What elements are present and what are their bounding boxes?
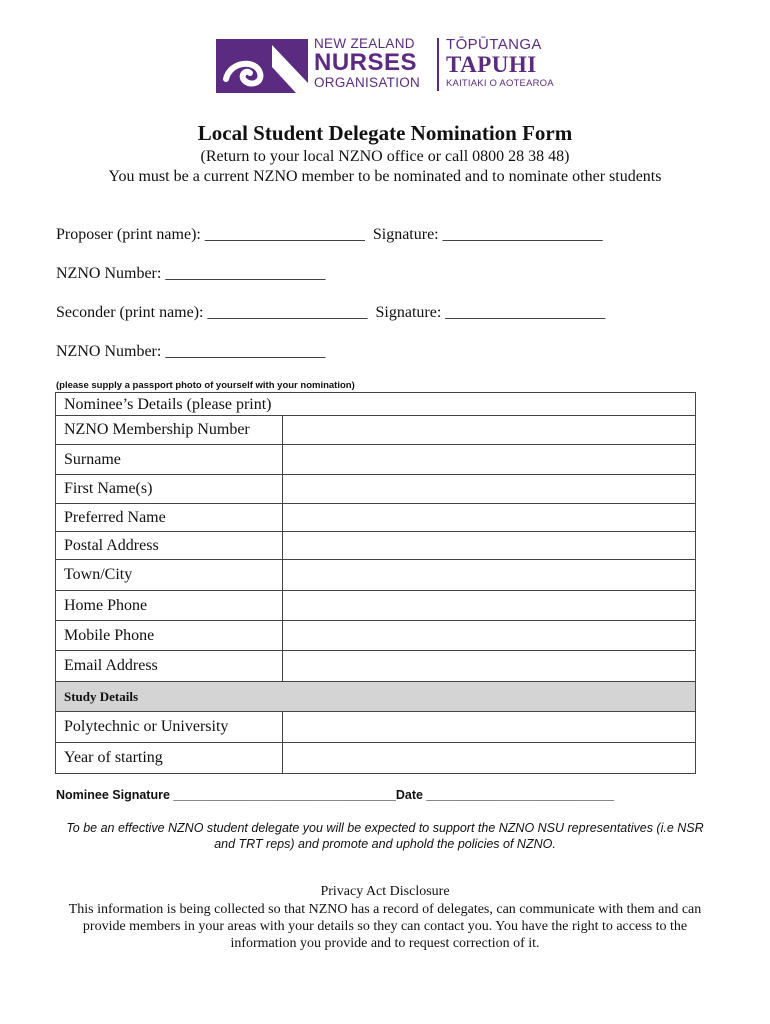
row-label: First Name(s) <box>56 475 283 504</box>
row-label: Preferred Name <box>56 504 283 532</box>
row-label: Home Phone <box>56 591 283 621</box>
row-label: Year of starting <box>56 743 283 774</box>
logo-divider <box>437 38 439 91</box>
mobile-phone-input[interactable] <box>283 621 696 651</box>
proposer-nzno-number-field[interactable]: NZNO Number: ____________________ <box>56 265 326 282</box>
postal-address-input[interactable] <box>283 532 696 560</box>
table-row <box>56 651 696 682</box>
delegate-expectation-note: To be an effective NZNO student delegate you will be expected to support the NZNO NSU representatives (i.e NSR and TRT reps) and promote and uphold the policies of NZNO. <box>66 821 704 851</box>
email-address-input[interactable] <box>283 651 696 682</box>
table-row <box>56 591 696 621</box>
home-phone-input[interactable] <box>283 591 696 621</box>
first-names-input[interactable] <box>283 475 696 504</box>
nzno-koru-logo-icon <box>216 39 308 93</box>
seconder-field[interactable]: Seconder (print name): ____________________ Signature: ____________________ <box>56 304 606 321</box>
table-row <box>56 560 696 591</box>
table-row <box>56 445 696 475</box>
nominee-details-heading: Nominee’s Details (please print) <box>56 393 696 416</box>
row-label: Postal Address <box>56 532 283 560</box>
polytechnic-university-input[interactable] <box>283 712 696 743</box>
seconder-nzno-number-field[interactable]: NZNO Number: ____________________ <box>56 343 326 360</box>
row-label: Mobile Phone <box>56 621 283 651</box>
row-label: NZNO Membership Number <box>56 416 283 445</box>
logo-maori-name <box>446 36 554 90</box>
table-row <box>56 712 696 743</box>
logo-maori-line-1: TŌPŪTANGA <box>446 36 542 53</box>
privacy-body: This information is being collected so that NZNO has a record of delegates, can communicate with them and can provide members in your areas with your details so they can contact you. You have the right to access to the information you provide and to request correction of it. <box>68 902 702 951</box>
town-city-input[interactable] <box>283 560 696 591</box>
table-row <box>56 416 696 445</box>
study-details-section-row <box>56 682 696 712</box>
logo-line-1: NEW ZEALAND <box>314 36 415 51</box>
table-row <box>56 743 696 774</box>
proposer-field[interactable]: Proposer (print name): ____________________ Signature: ____________________ <box>56 226 603 243</box>
table-row <box>56 621 696 651</box>
row-label: Town/City <box>56 560 283 591</box>
form-subtitle-membership: You must be a current NZNO member to be nominated and to nominate other students <box>108 168 662 185</box>
table-header-row <box>56 393 696 416</box>
logo-line-3: ORGANISATION <box>314 75 421 90</box>
photo-note: (please supply a passport photo of yourself with your nomination) <box>56 380 355 391</box>
nzno-membership-number-input[interactable] <box>283 416 696 445</box>
table-row <box>56 475 696 504</box>
row-label: Polytechnic or University <box>56 712 283 743</box>
table-row <box>56 504 696 532</box>
form-title: Local Student Delegate Nomination Form <box>197 121 573 145</box>
row-label: Surname <box>56 445 283 475</box>
preferred-name-input[interactable] <box>283 504 696 532</box>
logo-english-name <box>314 36 420 90</box>
privacy-title: Privacy Act Disclosure <box>320 884 450 899</box>
table-row <box>56 532 696 560</box>
row-label: Email Address <box>56 651 283 682</box>
nominee-details-table <box>55 392 696 774</box>
nzno-logo <box>216 36 561 96</box>
logo-maori-line-2: TAPUHI <box>446 52 537 77</box>
surname-input[interactable] <box>283 445 696 475</box>
year-of-starting-input[interactable] <box>283 743 696 774</box>
form-subtitle-contact: (Return to your local NZNO office or call 0800 28 38 48) <box>200 148 570 165</box>
logo-line-2: NURSES <box>314 49 418 76</box>
nominee-signature-date-field[interactable]: Nominee Signature ________________________________Date ___________________________ <box>56 788 615 802</box>
study-details-heading: Study Details <box>56 682 696 712</box>
logo-maori-line-3: KAITIAKI O AOTEAROA <box>446 78 554 89</box>
